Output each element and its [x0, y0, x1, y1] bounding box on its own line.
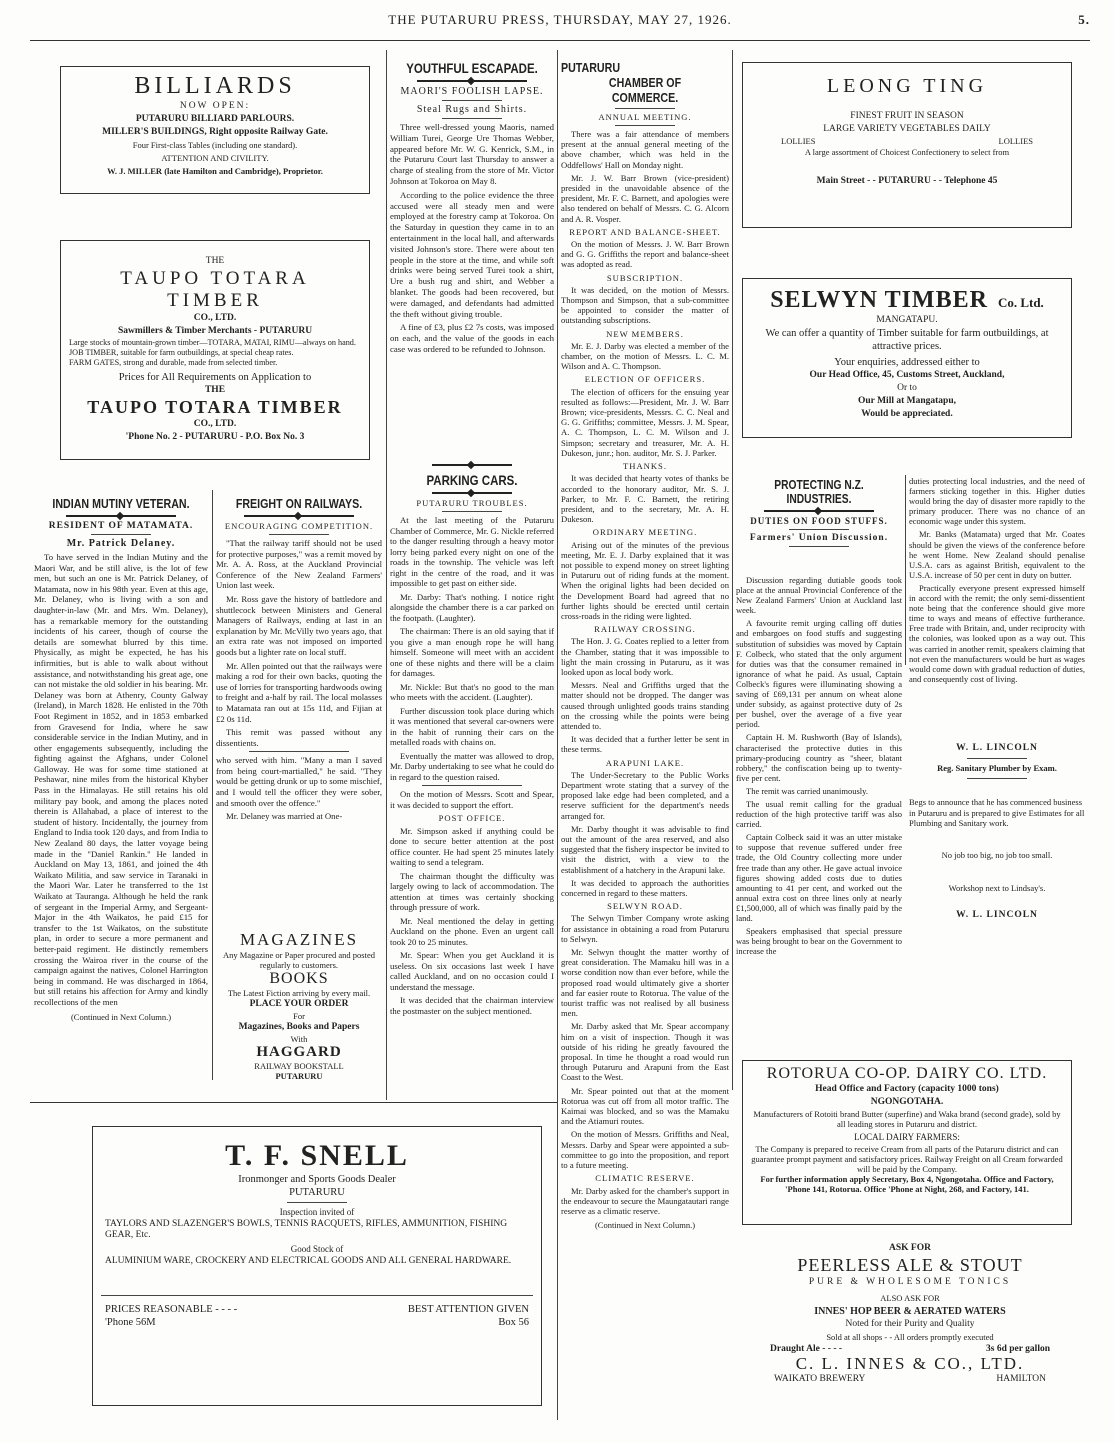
snell-line: Ironmonger and Sports Goods Dealer: [238, 1174, 396, 1185]
lincoln-line: No job too big, no job too small.: [941, 849, 1053, 860]
protecting-paragraph: A favourite remit urging calling off duties and embargoes on food stuffs and suggesting substitution of subsidies was moved by Captain F. Colbeck, who stated that the only argument for duties was that the consumer remained in ignorance of what he paid. As usual, Captain Colbeck's figures were illuminating showing a saving of £69,131 per annum on wheat alone under subsidy, as against protective duty of 2s per bushel, over the average of a five year period.: [736, 618, 902, 730]
peerless-title: PEERLESS ALE & STOUT: [797, 1255, 1023, 1275]
parking-paragraph: Eventually the matter was allowed to drop, Mr. Darby undertaking to see what he could do in regard to the question raised.: [390, 750, 554, 782]
mutiny-article: [34, 496, 208, 1086]
parking-paragraph: On the motion of Messrs. Scott and Spear, it was decided to support the effort.: [390, 789, 554, 810]
snell-name: T. F. SNELL: [225, 1139, 409, 1172]
billiards-line: ATTENTION AND CIVILITY.: [161, 153, 269, 163]
snell-line: TAYLORS AND SLAZENGER'S BOWLS, TENNIS RACQUETS, RIFLES, AMMUNITION, FISHING GEAR, Etc.: [105, 1219, 508, 1240]
taupo-name: TAUPO TOTARA TIMBER: [87, 397, 343, 417]
selwyn-line: Our Mill at Mangatapu,: [858, 396, 956, 406]
selwyn-line: Your enquiries, addressed either to: [834, 357, 980, 368]
billiards-line: PUTARURU BILLIARD PARLOURS.: [135, 114, 295, 124]
rule-ornament: [442, 511, 502, 512]
leong-lollies: LOLLIES: [781, 136, 816, 146]
taupo-line: Sawmillers & Timber Merchants - PUTARURU: [117, 326, 313, 336]
protecting-headline: PROTECTING N.Z. INDUSTRIES.: [774, 478, 864, 506]
taupo-line: Large stocks of mountain-grown timber—TOTARA, MATAI, RIMU—always on hand.: [69, 338, 356, 347]
youthful-paragraph: According to the police evidence the three accused were all steady men and were employed at the forestry camp at Tokoroa. On the Saturday in question they came in to an entertainment in the local hall, and afterwards visited Johnson's store. There were about ten people in the store at the time, and while soft drinks were being served Turei took a shirt, Ure a bush rug and shirt, and Webber a blanket. The goods had been recovered, but were damaged, and defendants had admitted the theft without giving trouble.: [390, 189, 554, 319]
freight-headline: FREIGHT ON RAILWAYS.: [235, 496, 363, 511]
selwyn-co: Co. Ltd.: [997, 295, 1044, 310]
youthful-subheading: Steal Rugs and Shirts.: [416, 104, 528, 115]
lincoln-name: W. L. LINCOLN: [956, 909, 1038, 920]
taupo-totara-ad: [60, 240, 370, 460]
column-divider: [557, 50, 558, 1420]
mutiny-headline: INDIAN MUTINY VETERAN.: [52, 496, 190, 511]
lincoln-line: Reg. Sanitary Plumber by Exam.: [937, 763, 1057, 773]
billiards-ad: [60, 66, 370, 194]
column-divider: [905, 475, 906, 665]
freight-article: [216, 496, 382, 916]
parking-paragraph: Mr. Spear: When you get Auckland it is useless. On six occasions last week I have called Auckland, and on no occasion could I understand the message.: [390, 950, 554, 992]
magazines-ad: [216, 930, 382, 1080]
parking-article: [390, 460, 554, 1080]
chamber-section-heading: THANKS.: [622, 461, 667, 472]
chamber-article: [561, 60, 729, 1425]
protecting-paragraph: Captain H. M. Rushworth (Bay of Islands), characterised the protective duties in this primary-producing country as "sheer, blatant robbery," the confiscation being up to twenty-five per cent.: [736, 732, 902, 783]
leong-lollies: LOLLIES: [998, 136, 1033, 146]
youthful-headline: YOUTHFUL ESCAPADE.: [406, 60, 538, 76]
chamber-paragraph: There was a fair attendance of members present at the annual general meeting of the above chamber, which was held in the Oddfellows' Hall on Monday night.: [561, 129, 729, 170]
magazines-line: Magazines, Books and Papers: [238, 1022, 360, 1032]
rule-ornament: [442, 118, 502, 119]
parking-headline: PARKING CARS.: [426, 472, 518, 488]
taupo-the: THE: [204, 385, 226, 395]
freight-paragraph: This remit was passed without any dissentients.: [216, 727, 382, 748]
magazines-line: Any Magazine or Paper procured and posted regularly to customers.: [222, 950, 375, 970]
parking-paragraph: The chairman thought the difficulty was largely owing to lack of accommodation. The attention at times was certainly shocking through pressure of work.: [390, 870, 554, 912]
youthful-paragraph: Three well-dressed young Maoris, named William Turei, George Ure Thomas Webber, appeared before Mr. W. G. Kenrick, S.M., in the Putaruru Court last Thursday to answer a charge of stealing from the store of Mr. Victor Johnson at Tokoroa on May 8.: [390, 122, 554, 186]
leong-line: LARGE VARIETY VEGETABLES DAILY: [823, 124, 991, 134]
freight-paragraph: who served with him. "Many a man I saved from being court-martialled," he said. "They would be getting drunk or up to some mischief, and I would tell the officer they were sober, and smooth over the offence.": [216, 755, 382, 808]
leong-ting-ad: [742, 62, 1072, 228]
rule-ornament: [615, 108, 675, 109]
chamber-paragraph: On the motion of Messrs. J. W. Barr Brown and G. G. Griffiths the report and balance-sheet was adopted as read.: [561, 239, 729, 270]
billiards-now-open: NOW OPEN:: [179, 101, 251, 111]
youthful-article: [390, 60, 554, 455]
parking-subheading: PUTARURU TROUBLES.: [416, 498, 528, 508]
snell-line: ALUMINIUM WARE, CROCKERY AND ELECTRICAL GOODS AND ALL GENERAL HARDWARE.: [105, 1256, 512, 1266]
chamber-subheading: ANNUAL MEETING.: [598, 112, 692, 122]
magazines-line: RAILWAY BOOKSTALL: [254, 1061, 344, 1071]
selwyn-line: Would be appreciated.: [861, 409, 953, 419]
leong-line: FINEST FRUIT IN SEASON: [850, 111, 964, 121]
parking-section-heading: POST OFFICE.: [438, 813, 506, 823]
selwyn-line: We can offer a quantity of Timber suitable for farm outbuildings, at attractive prices.: [765, 328, 1049, 352]
page-number: 5.: [1078, 12, 1090, 27]
chamber-paragraph: Mr. E. J. Darby was elected a member of the chamber, on the motion of Messrs. L. C. M. Wilson and A. C. Thompson.: [561, 340, 729, 372]
rule-ornament: [764, 510, 874, 512]
masthead: [30, 6, 1090, 34]
chamber-paragraph: Mr. J. W. Barr Brown (vice-president) presided in the unavoidable absence of the president, Mr. F. C. Barnett, and apologies were also tendered on behalf of Messrs. C. G. Alcorn and A. R. Vosper.: [561, 172, 729, 224]
selwyn-line: Our Head Office, 45, Customs Street, Auckland,: [809, 370, 1005, 380]
peerless-brewery: WAIKATO BREWERY: [774, 1374, 866, 1384]
peerless-line: INNES' HOP BEER & AERATED WATERS: [814, 1306, 1006, 1317]
magazines-line: The Latest Fiction arriving by every mail.: [227, 988, 371, 998]
magazines-books: BOOKS: [269, 970, 329, 987]
column-divider: [386, 50, 387, 1100]
rotorua-line: Manufacturers of Rotoiti brand Butter (superfine) and Waka brand (second grade), sold by all leading stores in Putaruru and district.: [753, 1109, 1061, 1129]
chamber-paragraph: Mr. Darby asked for the chamber's support in the endeavour to secure the Maungatautari range reserve as a climatic reserve.: [561, 1185, 729, 1216]
chamber-paragraph: The Selwyn Timber Company wrote asking for assistance in obtaining a road from Putaruru to Selwyn.: [561, 913, 729, 944]
parking-paragraph: Mr. Neal mentioned the delay in getting Auckland on the phone. Even an urgent call took 20 to 25 minutes.: [390, 915, 554, 947]
peerless-ad: [760, 1242, 1060, 1420]
selwyn-timber-ad: [742, 278, 1072, 438]
rotorua-line: Head Office and Factory (capacity 1000 tons): [815, 1084, 999, 1094]
lincoln-line: Workshop next to Lindsay's.: [948, 882, 1046, 893]
chamber-headline: CHAMBER OF COMMERCE.: [608, 75, 682, 105]
taupo-the: THE: [205, 256, 225, 266]
taupo-line: JOB TIMBER, suitable for farm outbuildings, at special cheap rates.: [69, 348, 294, 357]
magazines-line: PLACE YOUR ORDER: [249, 999, 349, 1009]
protecting-body-cont: [909, 476, 1085, 684]
magazines-name: HAGGARD: [256, 1044, 342, 1060]
chamber-headline: PUTARURU: [561, 60, 621, 75]
protecting-paragraph: Captain Colbeck said it was an utter mistake to suppose that revenue suffered under free trade, the Old Country collecting more under free trade than any other. He gave actual invoice figures showing added costs due to duties amounting to 41 per cent, and worked out the annual extra cost on three lines only at nearly £1,500,000, all of which was finally paid by the land.: [736, 832, 902, 923]
lincoln-name: W. L. LINCOLN: [956, 743, 1038, 753]
peerless-draught: Draught Ale - - - -: [770, 1344, 843, 1354]
freight-subheading: ENCOURAGING COMPETITION.: [224, 521, 374, 531]
chamber-paragraph: Mr. Spear pointed out that at the moment Rotorua was cut off from all motor traffic. The Kaimai was blocked, and so was the Mamaku and the Atiamuri routes.: [561, 1085, 729, 1127]
chamber-section-heading: SUBSCRIPTION.: [606, 272, 684, 283]
selwyn-place: MANGATAPU.: [876, 315, 938, 325]
billiards-line: Four First-class Tables (including one standard).: [132, 140, 298, 150]
parking-paragraph: At the last meeting of the Putaruru Chamber of Commerce, Mr. G. Nickle referred to the danger resulting through a heavy motor lorry being parked every night on one of the roads in the township. The vehicle was left right in the centre of the road, and it was impossible to get past on either side.: [390, 515, 554, 588]
rotorua-line: LOCAL DAIRY FARMERS:: [854, 1132, 960, 1142]
rule-ornament: [269, 534, 329, 535]
snell-line: PUTARURU: [289, 1187, 345, 1198]
mutiny-continued: (Continued in Next Column.): [70, 1011, 172, 1022]
protecting-paragraph: Mr. Banks (Matamata) urged that Mr. Coates should be given the views of the conference before he went Home. New Zealand should penalise U.S.A. cars as against British, equivalent to the U.S.A. increase of 50 per cent in duty on butter.: [909, 529, 1085, 580]
freight-paragraph: Mr. Allen pointed out that the railways were making a rod for their own backs, quoting the use of lorries for transporting hardwoods owing to freight and a-half by rail. The local molasses to Matamata ran out at 15s 11d, and Fijian at £2 0s 11d.: [216, 660, 382, 724]
rule-ornament: [432, 464, 512, 466]
snell-rule: [101, 1295, 533, 1296]
rotorua-line: The Company is prepared to receive Cream from all parts of the Putaruru district and can guarantee prompt payment and satisfactory prices. Railway Freight on all Cream forwarded will be paid by the Company.: [751, 1144, 1063, 1174]
protecting-body: [736, 575, 902, 1055]
protecting-paragraph: Speakers emphasised that special pressure was being brought to bear on the Government to increase the: [736, 926, 902, 957]
chamber-paragraph: Arising out of the minutes of the previous meeting, Mr. E. J. Darby explained that it was not possible to expend money on street lighting in Putaruru out of riding funds at the moment. When the original lights had been decided on the Development Board had agreed that no further lights should be erected until certain cross-roads in the riding were lighted.: [561, 539, 729, 621]
protecting-paragraph: The usual remit calling for the gradual reduction of the high protective tariff was also carried.: [736, 798, 902, 830]
lincoln-ad: [909, 680, 1085, 1010]
chamber-paragraph: Messrs. Neal and Griffiths urged that the matter should not be dropped. The danger was caused through unlighted goods trains standing on the crossing while the points were being attended to.: [561, 680, 729, 731]
chamber-paragraph: It was decided that hearty votes of thanks be accorded to the honorary auditor, Mr. S. J. Parker, to Mr. F. C. Barnett, the retiring president, and to the secretary, Mr. A. H. Dukeson.: [561, 473, 729, 525]
magazines-line: For: [293, 1011, 305, 1021]
freight-paragraph: Mr. Delaney was married at One-: [226, 811, 343, 822]
peerless-town: HAMILTON: [996, 1374, 1046, 1384]
rule-ornament: [66, 515, 176, 517]
leong-line: A large assortment of Choicest Confectionery to select from: [804, 147, 1010, 157]
billiards-line: MILLER'S BUILDINGS, Right opposite Railway Gate.: [102, 127, 328, 137]
chamber-section-heading: ARAPUNI LAKE.: [605, 757, 685, 768]
chamber-section-heading: ELECTION OF OFFICERS.: [584, 374, 706, 385]
freight-paragraph: "That the railway tariff should not be used for protective purposes," was a remit moved by Mr. A. A. Ross, at the Auckland Provincial Conference of the New Zealand Farmers' Union last week.: [216, 538, 382, 591]
chamber-section-heading: SELWYN ROAD.: [607, 901, 683, 912]
chamber-section-heading: RAILWAY CROSSING.: [594, 624, 696, 635]
chamber-paragraph: It was decided to approach the authorities concerned in regard to these matters.: [561, 877, 729, 899]
protecting-subheading: DUTIES ON FOOD STUFFS.: [750, 516, 888, 526]
chamber-section-heading: NEW MEMBERS.: [606, 328, 684, 339]
peerless-price: 3s 6d per gallon: [986, 1344, 1050, 1354]
taupo-co: CO., LTD.: [193, 419, 237, 429]
peerless-brewer: C. L. INNES & CO., LTD.: [795, 1354, 1025, 1373]
selwyn-title: SELWYN TIMBER: [770, 287, 988, 313]
rule-ornament: [967, 778, 1027, 779]
rule-ornament: [967, 758, 1027, 759]
lincoln-line: Begs to announce that he has commenced business in Putaruru and is prepared to give Estimates for all Plumbing and Sanitary work.: [909, 797, 1085, 828]
column-divider: [212, 490, 213, 1080]
youthful-paragraph: A fine of £3, plus £2 7s costs, was imposed on each, and the value of the goods in each case was ordered to be refunded to Johnson.: [390, 322, 554, 354]
taupo-name: TAUPO TOTARA TIMBER: [120, 268, 310, 311]
chamber-paragraph: Mr. Darby asked that Mr. Spear accompany him on a visit of inspection. Though it was outside of his riding he greatly favoured the proposal. In time he thought a road would run through Putaruru and Arapuni from the East Coast to the West.: [561, 1021, 729, 1083]
rule-ornament: [91, 534, 151, 535]
taupo-line: Prices for All Requirements on Application to: [118, 372, 312, 383]
parking-paragraph: The chairman: There is an old saying that if you give a man enough rope he will hang himself. Someone will meet with an accident one of these nights and there will be a claim for damages.: [390, 626, 554, 678]
chamber-section-heading: REPORT AND BALANCE-SHEET.: [569, 226, 721, 237]
rotorua-dairy-ad: [742, 1060, 1072, 1225]
snell-prices: PRICES REASONABLE - - - -: [105, 1304, 238, 1315]
rotorua-title: ROTORUA CO-OP. DAIRY CO. LTD.: [766, 1065, 1048, 1082]
rule-ornament: [789, 546, 849, 547]
peerless-line: PURE & WHOLESOME TONICS: [808, 1277, 1012, 1287]
youthful-subheading: MAORI'S FOOLISH LAPSE.: [400, 86, 544, 97]
freight-paragraph: Mr. Ross gave the history of battledore and shuttlecock between Ministers and General Managers of Railways, ending at last in an explanation by Mr. McVilly two years ago, that an extra rate was not imposed on imported goods but a lighter rate on local stuff.: [216, 593, 382, 657]
chamber-paragraph: The Under-Secretary to the Public Works Department wrote stating that a survey of the proposed lake edge had been completed, and a reserve sufficient for the department's needs arranged for.: [561, 769, 729, 821]
magazines-line: With: [290, 1034, 308, 1044]
magazines-title: MAGAZINES: [239, 930, 359, 949]
magazines-line: PUTARURU: [275, 1071, 323, 1081]
parking-paragraph: It was decided that the chairman interview the postmaster on the subject mentioned.: [390, 995, 554, 1016]
rule-ornament: [422, 785, 522, 786]
chamber-paragraph: The election of officers for the ensuing year resulted as follows:—President, Mr. J. W. Barr Brown; vice-presidents, Messrs. C. C. Neal and G. G. Griffiths; committee, Messrs. J. M. Spear, A. C. Thompson, L. C. M. Wilson and J. Simpson; secretary and treasurer, Mr. A. H. Dukeson, junr.; hon. auditor, Mr. S. J. Parker.: [561, 386, 729, 458]
snell-ad: [92, 1126, 542, 1406]
rule-ornament: [417, 80, 527, 82]
column-divider: [732, 50, 733, 1090]
protecting-paragraph: Discussion regarding dutiable goods took place at the annual Provincial Conference of the New Zealand Farmers' Union at Auckland last week.: [736, 575, 902, 616]
taupo-phone: 'Phone No. 2 - PUTARURU - P.O. Box No. 3: [125, 432, 305, 442]
rotorua-line: NGONGOTAHA.: [870, 1097, 944, 1107]
rule-ornament: [442, 100, 502, 101]
parking-paragraph: Further discussion took place during which it was mentioned that several car-owners were in the habit of running their cars on the metalled roads with chains on.: [390, 705, 554, 747]
chamber-section-heading: CLIMATIC RESERVE.: [595, 1173, 695, 1184]
masthead-title: THE PUTARURU PRESS, THURSDAY, MAY 27, 1926.: [388, 12, 732, 27]
chamber-paragraph: It was decided, on the motion of Messrs. Thompson and Simpson, that a sub-committee be appointed to consider the matter of outstanding subscriptions.: [561, 284, 729, 326]
chamber-paragraph: On the motion of Messrs. Griffiths and Neal, Messrs. Darby and Spear were appointed a sub-committee to go into the proposition, and report to a future meeting.: [561, 1129, 729, 1171]
chamber-paragraph: It was decided that a further letter be sent in these terms.: [561, 734, 729, 755]
protecting-paragraph: duties protecting local industries, and the need of farmers sticking together in this. Higher duties would bring the day of disaster more rapidly to the primary producer. There was no chance of an economic wage under this system.: [909, 476, 1085, 527]
chamber-continued: (Continued in Next Column.): [594, 1220, 696, 1231]
rule-ornament: [615, 125, 675, 126]
mutiny-paragraph: To have served in the Indian Mutiny and the Maori War, and be still alive, is the lot of few men, but such an one is Mr. Patrick Delaney, of Matamata, now in his 98th year. Even at this age, Mr. Delaney, who is living with a son and daughter-in-law (Mr. and Mrs. Wm. Delaney), has a remarkable memory for the outstanding incidents of his career, though of course the details are somewhat blurred by this time. Physically, as might be expected, he has his infirmities, but is able to walk about without assistance, and notwithstanding his great age, one can not mistake the old soldier in his bearing. Mr. Delaney was born at Athenry, County Galway (Ireland), in March 1828. He enlisted in the 70th Foot Regiment in 1852, and in 1853 embarked from Gravesend for India, where he saw considerable service in the Indian Mutiny, and in other engagements subsequently, including the fighting against the Afghans, under Colonel Galloway. He was for some time stationed at Peshawar, nine miles from the historical Khyber Pass in the Himalayas. He still retains his old military pay book, and among the places noted therein is Allahabad, a place of interest to the student of history. Incidentally, the journey from England to India took 120 days, and from India to New Zealand 80 days, the latter voyage being made in the "Daniel Rankin." He landed in Auckland on May 13, 1861, and joined the 4th Waikato Militia, and saw service in Taranaki in the Maori War. Later he transferred to the 1st Waikato at Tauranga. Although he held the rank of sergeant in the Imperial Army, and Sergeant-Major in the 4th Waikatos, he paid £15 for transfer to the 1st Waikatos, on the substitute plan, in order to secure a more permanent and better-paid regiment. He distinctly remembers crossing the Wairoa river in the course of the campaign against the natives, Colonel Harrington being in command. He was discharged in 1864, but still retains his affection for Army and kindly recollections of the men: [34, 552, 208, 1007]
snell-attention: BEST ATTENTION GIVEN: [407, 1304, 529, 1315]
billiards-title: BILLIARDS: [134, 73, 296, 99]
leong-title: LEONG TING: [826, 75, 988, 97]
parking-paragraph: Mr. Darby: That's nothing. I notice right alongside the chamber there is a car parked on the footpath. (Laughter).: [390, 591, 554, 623]
protecting-paragraph: Practically everyone present expressed himself in accord with the remit; the only semi-dissentient note being that the conference should give more time to ways and means of effective furtherance. Free trade with Britain, and, under reciprocity with the colonies, was looked upon as a way out. This was carried in another remit, speakers claiming that not even the manufacturers would be hurt as wages would come down with gradual reduction of duties, and consequently cost of living.: [909, 582, 1085, 684]
chamber-paragraph: The Hon. J. G. Coates replied to a letter from the Chamber, stating that it was impossible to light the main crossing in Putaruru, as it was looked upon as local body work.: [561, 636, 729, 677]
protecting-subheading: Farmers' Union Discussion.: [749, 533, 889, 543]
rule-ornament: [789, 529, 849, 530]
rotorua-line: For further information apply Secretary, Box 4, Ngongotaha. Office and Factory, 'Phone 141, Rotorua. Office 'Phone at Night, 268, and Factory, 141.: [760, 1174, 1054, 1194]
rule-ornament: [244, 515, 354, 517]
leong-address: Main Street - - PUTARURU - - Telephone 45: [816, 176, 998, 186]
masthead-rule: [30, 40, 1090, 41]
protecting-paragraph: The remit was carried unanimously.: [746, 785, 868, 796]
parking-paragraph: Mr. Simpson asked if anything could be done to secure better attention at the post office counter. He had spent 25 minutes lately waiting to send a telegram.: [390, 825, 554, 867]
section-rule: [30, 1102, 557, 1103]
snell-line: Inspection invited of: [279, 1207, 355, 1217]
chamber-section-heading: ORDINARY MEETING.: [592, 527, 698, 538]
peerless-line: Sold at all shops - - All orders promptly executed: [826, 1332, 994, 1342]
billiards-line: W. J. MILLER (late Hamilton and Cambridge), Proprietor.: [107, 166, 323, 176]
chamber-paragraph: Mr. Darby thought it was advisable to find out the amount of the area reserved, and also suggested that the fishery inspector be invited to visit the district, with a view to the establishment of a hatchery in the Arapuni lake.: [561, 823, 729, 875]
mutiny-subheading: Mr. Patrick Delaney.: [66, 538, 176, 549]
peerless-line: Noted for their Purity and Quality: [845, 1319, 975, 1329]
selwyn-line: Or to: [897, 383, 917, 393]
mutiny-subheading: RESIDENT OF MATAMATA.: [48, 521, 194, 531]
taupo-line: FARM GATES, strong and durable, made from selected timber.: [69, 358, 278, 367]
rule-ornament: [432, 492, 512, 494]
peerless-line: ASK FOR: [889, 1243, 931, 1253]
snell-phone: 'Phone 56M: [105, 1317, 156, 1328]
parking-paragraph: Mr. Nickle: But that's no good to the man who meets with the accident. (Laughter).: [390, 681, 554, 702]
snell-line: Good Stock of: [290, 1244, 344, 1254]
rule-ornament: [287, 1202, 347, 1203]
rule-ornament: [249, 751, 349, 752]
snell-box: Box 56: [498, 1317, 529, 1328]
chamber-paragraph: Mr. Selwyn thought the matter worthy of great consideration. The Mamaku hill was in a worse condition now than ever before, while the proposed road would ultimately give a shorter and far easier route to Rotorua. The value of the tourist traffic was not realised by all business men.: [561, 947, 729, 1019]
peerless-line: ALSO ASK FOR: [880, 1293, 940, 1303]
taupo-co: CO., LTD.: [193, 313, 237, 323]
